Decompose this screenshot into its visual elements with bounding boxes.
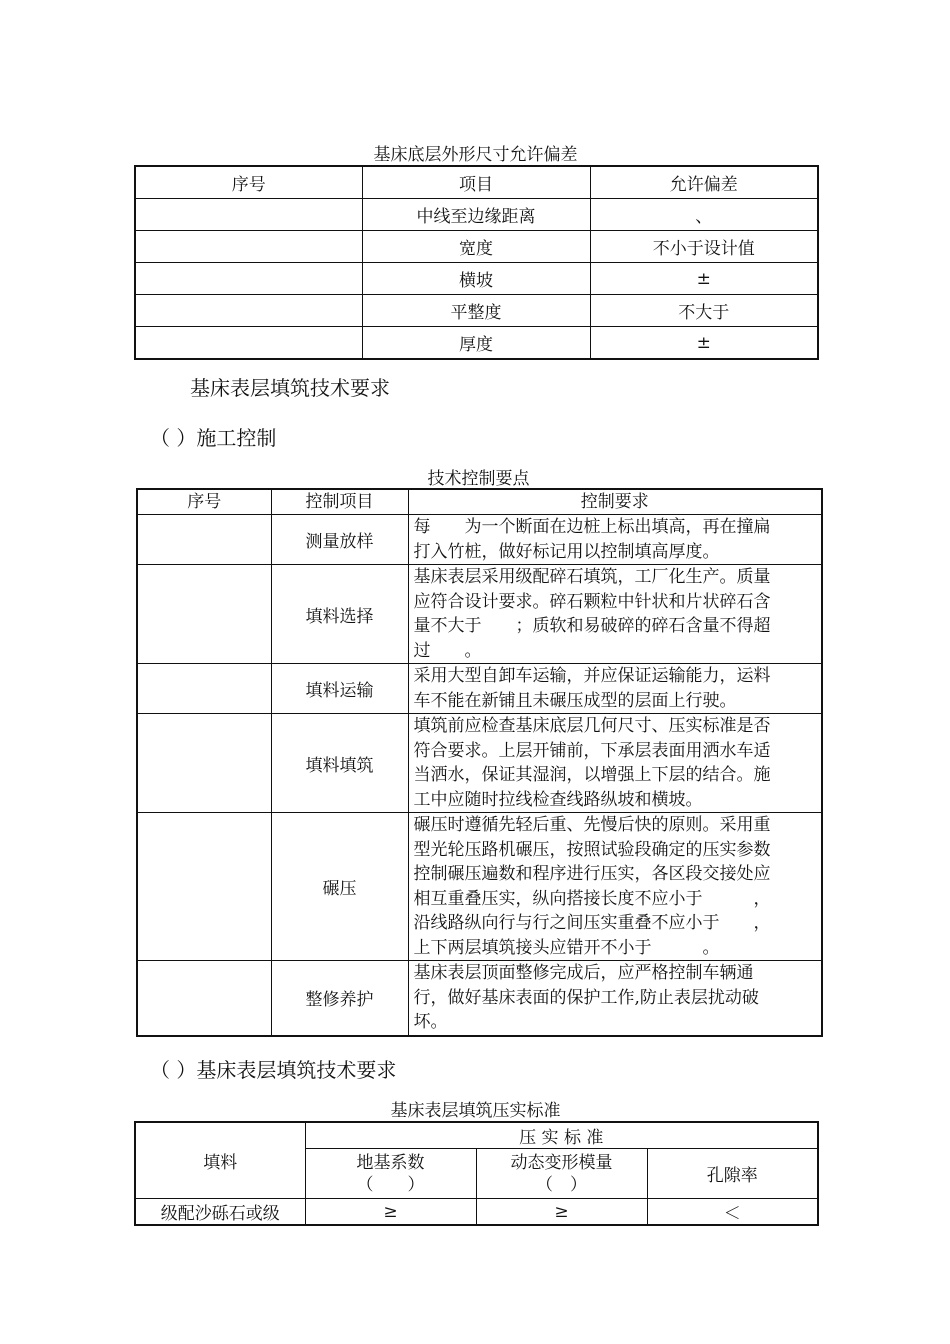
table-cell: 填料选择 xyxy=(271,565,408,664)
fill-header-cell: 填料 xyxy=(135,1122,305,1199)
table-cell: 级配沙砾石或级 xyxy=(135,1199,305,1226)
requirement-cell xyxy=(408,813,822,961)
table-row xyxy=(135,1199,818,1226)
text-line: 行，做好基床表面的保护工作,防止表层扰动破 xyxy=(413,987,759,1008)
text-line: 工中应随时拉线检查线路纵坡和横坡。 xyxy=(413,789,703,810)
paren-number: （ ） xyxy=(150,1058,197,1082)
table-cell: 填料填筑 xyxy=(271,714,408,813)
text-line: 基床表层采用级配碎石填筑，工厂化生产。质量 xyxy=(413,567,771,587)
table-cell: ≥ xyxy=(476,1199,647,1226)
table-cell: ± xyxy=(590,327,818,360)
table-row xyxy=(137,515,822,565)
subsection-heading xyxy=(150,1054,396,1083)
table-cell: 平整度 xyxy=(362,295,590,327)
table-row xyxy=(135,327,818,360)
subsection-title: 基床表层填筑技术要求 xyxy=(196,1058,397,1082)
paren-number: （ ） xyxy=(150,426,197,450)
text-line: 量不大于 ；质软和易破碎的碎石含量不得超 xyxy=(413,616,771,636)
requirement-cell xyxy=(408,961,822,1036)
subsection-title: 施工控制 xyxy=(196,426,277,450)
text-line: 每 为一个断面在边桩上标出填高，再在撞扁 xyxy=(413,517,771,537)
table-cell xyxy=(137,813,271,961)
table1-caption: 基床底层外形尺寸允许偏差 xyxy=(373,145,578,165)
text-line: 当洒水，保证其湿润，以增强上下层的结合。施 xyxy=(413,765,771,785)
text-line: 符合要求。上层开铺前，下承层表面用洒水车适 xyxy=(413,740,771,761)
table-header-row xyxy=(135,1122,818,1149)
table2-caption: 技术控制要点 xyxy=(427,469,530,489)
control-points-table xyxy=(136,488,823,1037)
table-row xyxy=(135,231,818,263)
table-cell xyxy=(135,295,362,327)
text-line: 填筑前应检查基床底层几何尺寸、压实标准是否 xyxy=(413,716,771,736)
requirement-cell xyxy=(408,664,822,714)
table-row xyxy=(137,664,822,714)
header-cell: 序号 xyxy=(137,489,271,515)
subheader-label: 地基系数 xyxy=(356,1152,425,1173)
table-cell: 碾压 xyxy=(271,813,408,961)
header-cell: 允许偏差 xyxy=(590,166,818,199)
table-cell: ＜ xyxy=(647,1199,818,1226)
group-header-cell: 压 实 标 准 xyxy=(305,1122,818,1149)
table-row xyxy=(137,714,822,813)
header-cell: 控制要求 xyxy=(408,489,822,515)
table-cell xyxy=(137,664,271,714)
text-line: 打入竹桩，做好标记用以控制填高厚度。 xyxy=(413,541,720,562)
header-cell: 控制项目 xyxy=(271,489,408,515)
table-cell: 填料运输 xyxy=(271,664,408,714)
table-cell xyxy=(135,327,362,360)
subheader-unit: （ ） xyxy=(356,1174,425,1195)
table-cell xyxy=(135,199,362,231)
subheader-cell xyxy=(647,1149,818,1199)
table-row xyxy=(135,263,818,295)
table-row xyxy=(135,199,818,231)
subsection-heading xyxy=(150,422,276,451)
table-cell: 不小于设计值 xyxy=(590,231,818,263)
table-cell: 宽度 xyxy=(362,231,590,263)
text-line: 碾压时遵循先轻后重、先慢后快的原则。采用重 xyxy=(413,815,771,835)
table-cell: 、 xyxy=(590,199,818,231)
header-cell: 项目 xyxy=(362,166,590,199)
text-line: 基床表层顶面整修完成后，应严格控制车辆通 xyxy=(413,963,754,983)
table-header-row xyxy=(135,166,818,199)
table-header-row xyxy=(137,489,822,515)
requirement-cell xyxy=(408,565,822,664)
table-cell xyxy=(135,263,362,295)
header-cell: 序号 xyxy=(135,166,362,199)
text-line: 采用大型自卸车运输，并应保证运输能力，运料 xyxy=(413,666,771,686)
table-cell: 中线至边缘距离 xyxy=(362,199,590,231)
table-cell xyxy=(137,565,271,664)
compaction-standard-table xyxy=(134,1121,819,1226)
subheader-label: 动态变形模量 xyxy=(510,1152,613,1173)
section-heading: 基床表层填筑技术要求 xyxy=(190,376,390,400)
table-cell: ≥ xyxy=(305,1199,476,1226)
text-line: 应符合设计要求。碎石颗粒中针状和片状碎石含 xyxy=(413,591,771,612)
text-line: 沿线路纵向行与行之间压实重叠不应小于 ， xyxy=(413,913,771,933)
table-cell: 不大于 xyxy=(590,295,818,327)
table-cell xyxy=(137,961,271,1036)
text-line: 型光轮压路机碾压，按照试验段确定的压实参数 xyxy=(413,839,771,860)
table-row xyxy=(137,961,822,1036)
text-line: 车不能在新铺且未碾压成型的层面上行驶。 xyxy=(413,690,737,711)
text-line: 上下两层填筑接头应错开不小于 。 xyxy=(413,937,720,958)
table-cell: 整修养护 xyxy=(271,961,408,1036)
table-cell: 测量放样 xyxy=(271,515,408,565)
text-line: 控制碾压遍数和程序进行压实，各区段交接处应 xyxy=(413,864,771,884)
table-row xyxy=(137,565,822,664)
subheader-cell xyxy=(476,1149,647,1199)
table3-caption: 基床表层填筑压实标准 xyxy=(390,1101,561,1121)
table-cell xyxy=(137,515,271,565)
table-cell: 厚度 xyxy=(362,327,590,360)
requirement-cell xyxy=(408,515,822,565)
subheader-label: 孔隙率 xyxy=(706,1166,758,1186)
text-line: 过 。 xyxy=(413,640,482,661)
subheader-cell xyxy=(305,1149,476,1199)
text-line: 坏。 xyxy=(413,1012,448,1032)
requirement-cell xyxy=(408,714,822,813)
table-cell xyxy=(137,714,271,813)
table-cell: ± xyxy=(590,263,818,295)
table-cell: 横坡 xyxy=(362,263,590,295)
table-row xyxy=(135,295,818,327)
table-row xyxy=(137,813,822,961)
tolerance-table xyxy=(134,165,819,360)
table-cell xyxy=(135,231,362,263)
subheader-unit: （ ） xyxy=(536,1174,587,1195)
text-line: 相互重叠压实，纵向搭接长度不应小于 ， xyxy=(413,888,771,909)
